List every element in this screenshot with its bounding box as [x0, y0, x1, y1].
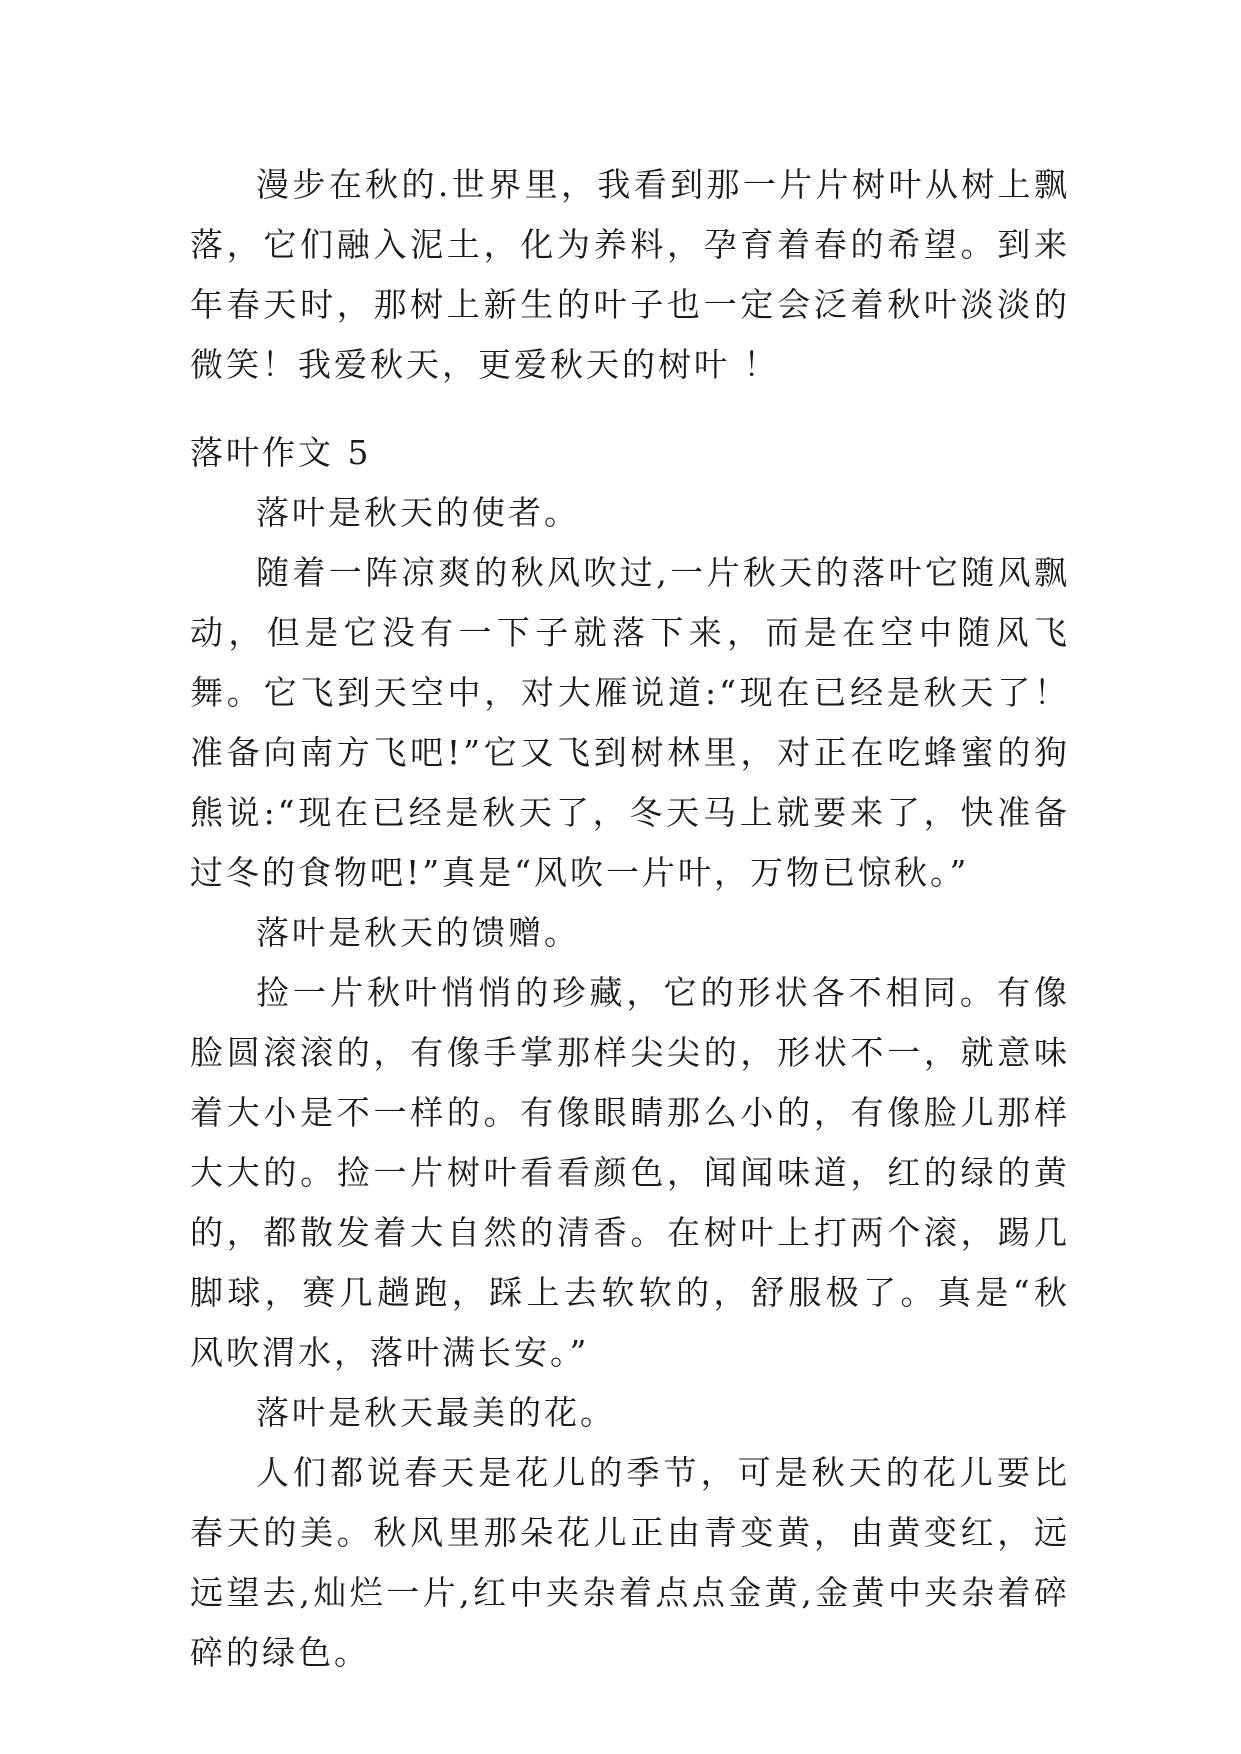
paragraph-closing: 漫步在秋的.世界里，我看到那一片片树叶从树上飘落，它们融入泥土，化为养料，孕育着春的希望。到来年春天时，那树上新生的叶子也一定会泛着秋叶淡淡的微笑！我爱秋天，更爱秋天的树叶 ！: [190, 165, 1070, 384]
paragraph: 落叶是秋天的使者。: [256, 493, 580, 532]
paragraph: 落叶是秋天的馈赠。: [256, 913, 580, 952]
paragraph: 人们都说春天是花儿的季节，可是秋天的花儿要比春天的美。秋风里那朵花儿正由青变黄，由黄变红，远远望去,灿烂一片,红中夹杂着点点金黄,金黄中夹杂着碎碎的绿色。: [190, 1453, 1070, 1672]
paragraph: 捡一片秋叶悄悄的珍藏，它的形状各不相同。有像脸圆滚滚的，有像手掌那样尖尖的，形状不一，就意味着大小是不一样的。有像眼睛那么小的，有像脸儿那样大大的。捡一片树叶看看颜色，闻闻味道，红的绿的黄的，都散发着大自然的清香。在树叶上打两个滚，踢几脚球，赛几趟跑，踩上去软软的，舒服极了。真是“秋风吹渭水，落叶满长安。”: [190, 973, 1070, 1372]
section-heading: 落叶作文 5: [190, 433, 372, 472]
document-body: [190, 155, 1070, 1683]
paragraph: 随着一阵凉爽的秋风吹过,一片秋天的落叶它随风飘动，但是它没有一下子就落下来，而是在空中随风飞舞。它飞到天空中，对大雁说道:“现在已经是秋天了！准备向南方飞吧!”它又飞到树林里，对正在吃蜂蜜的狗熊说:“现在已经是秋天了，冬天马上就要来了，快准备过冬的食物吧!”真是“风吹一片叶，万物已惊秋。”: [190, 553, 1070, 892]
paragraph: 落叶是秋天最美的花。: [256, 1393, 616, 1432]
